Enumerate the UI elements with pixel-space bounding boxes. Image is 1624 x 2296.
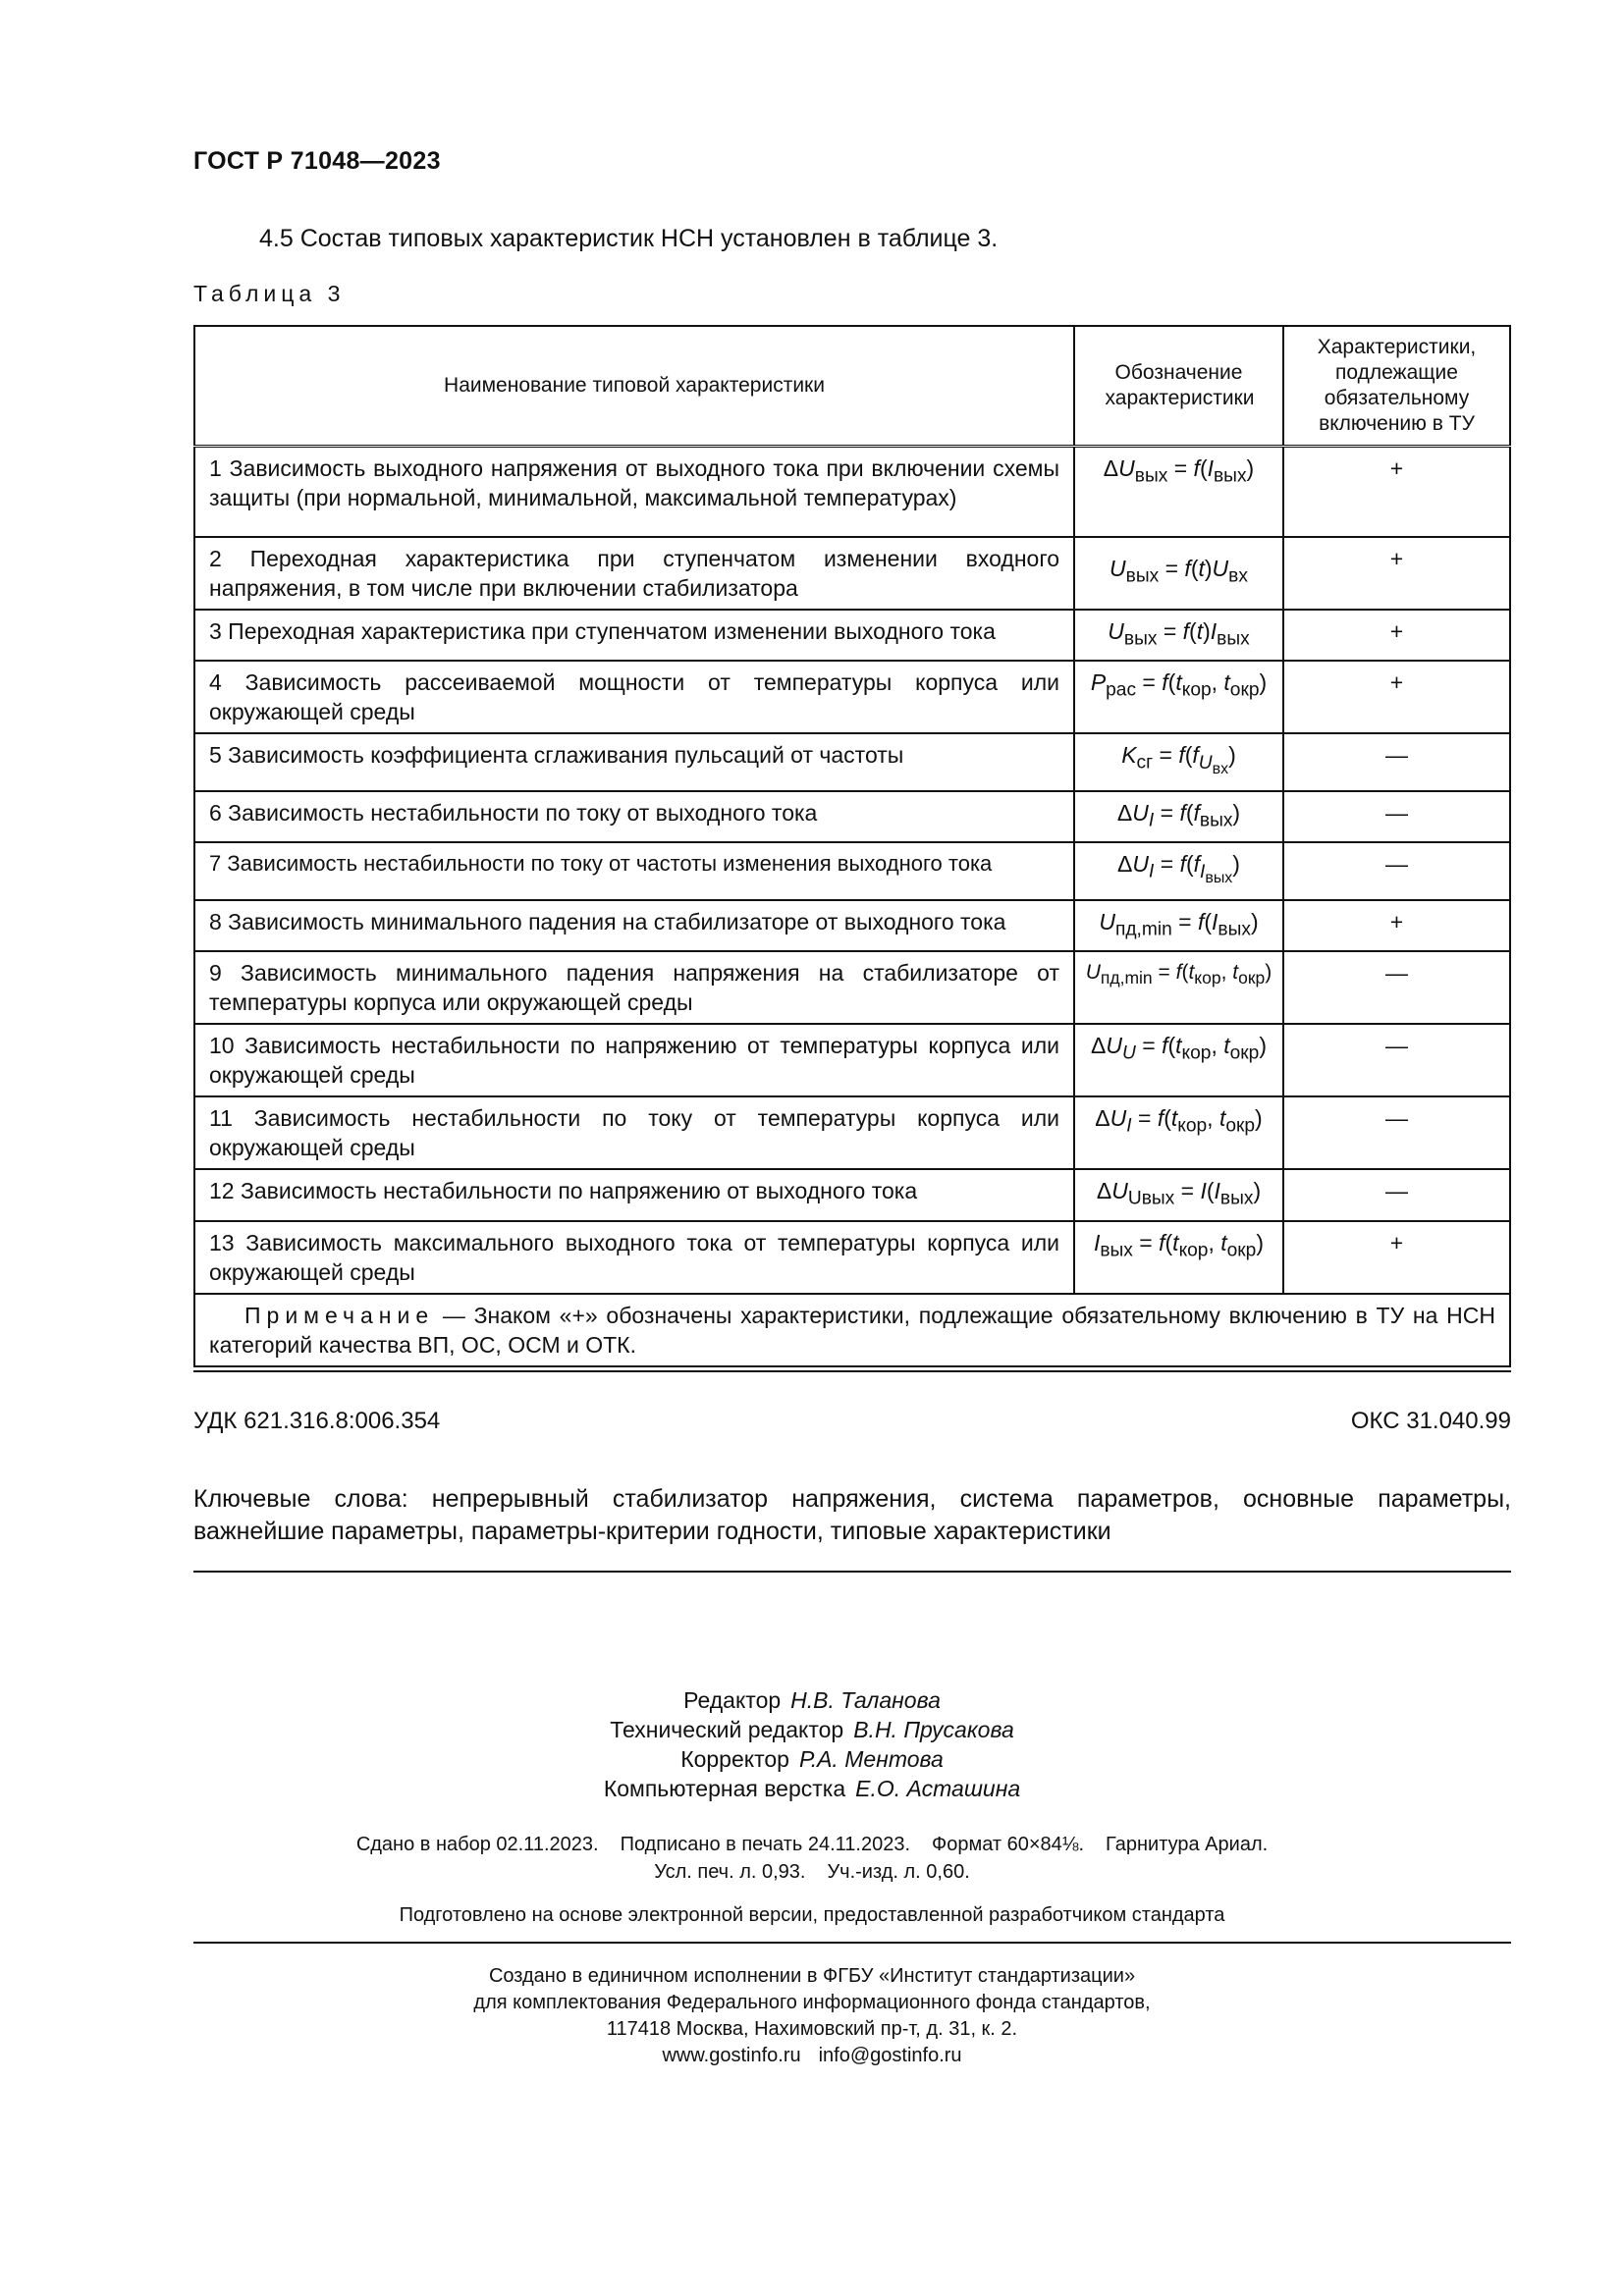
sym-part: U xyxy=(1110,556,1126,582)
table-row xyxy=(194,733,1510,790)
table-row xyxy=(194,447,1510,537)
row-mandatory-flag: + xyxy=(1283,447,1510,537)
sym-part: вых xyxy=(1123,628,1158,650)
sym-part: = xyxy=(1174,1178,1201,1204)
sym-part: f xyxy=(1179,851,1186,878)
sym-part: , xyxy=(1208,1229,1221,1255)
row-mandatory-flag: — xyxy=(1283,951,1510,1024)
sym-part: I xyxy=(1200,1178,1207,1204)
table-row xyxy=(194,951,1510,1024)
note-text: — Знаком «+» обозначены характеристики, подлежащие обязательному включению в ТУ на НСН категорий качества ВП, ОС, ОСМ и ОТК. xyxy=(209,1302,1495,1358)
sym-part: f xyxy=(1192,742,1199,769)
row-name: 11 Зависимость нестабильности по току от температуры корпуса или окружающей среды xyxy=(194,1096,1074,1169)
row-symbol xyxy=(1074,900,1283,952)
credit-name: В.Н. Прусакова xyxy=(853,1717,1014,1742)
column-header-name: Наименование типовой характеристики xyxy=(194,326,1074,447)
sym-part: , xyxy=(1211,1033,1224,1059)
row-mandatory-flag: + xyxy=(1283,610,1510,662)
table-row xyxy=(194,791,1510,843)
sym-part: вых xyxy=(1219,1188,1254,1209)
sym-part: K xyxy=(1121,742,1137,769)
sym-part: кор xyxy=(1194,968,1221,988)
sym-part: кор xyxy=(1177,1115,1208,1137)
sym-part: f xyxy=(1162,669,1168,696)
sym-part: рас xyxy=(1106,679,1137,701)
sym-part: I xyxy=(1200,861,1206,882)
sym-part: = xyxy=(1153,742,1179,769)
table-row xyxy=(194,1221,1510,1294)
sym-part: = xyxy=(1159,556,1185,582)
sym-part: U xyxy=(1212,556,1229,582)
sym-part: P xyxy=(1090,669,1107,696)
credit-role: Компьютерная верстка xyxy=(603,1776,846,1801)
sym-part: f xyxy=(1193,455,1200,481)
credit-name: Е.О. Асташина xyxy=(855,1776,1021,1801)
sym-part: ( xyxy=(1185,851,1194,878)
row-name: 5 Зависимость коэффициента сглаживания пульсаций от частоты xyxy=(194,733,1074,790)
sym-part: вх xyxy=(1228,565,1248,587)
table-row xyxy=(194,1096,1510,1169)
sym-part: ( xyxy=(1199,455,1208,481)
sym-part: = xyxy=(1171,908,1198,934)
sym-part: кор xyxy=(1181,679,1212,701)
sym-part: Δ xyxy=(1103,455,1119,481)
credit-line xyxy=(0,1774,1624,1803)
row-symbol xyxy=(1074,733,1283,790)
sym-part: вых xyxy=(1214,465,1247,487)
characteristics-table xyxy=(193,325,1511,1367)
table-row xyxy=(194,900,1510,952)
section-divider xyxy=(193,1571,1511,1573)
table-header-row xyxy=(194,326,1510,447)
sym-part: U xyxy=(1085,961,1101,985)
sym-part: = xyxy=(1157,617,1183,644)
column-header-symbol xyxy=(1074,326,1283,447)
sym-part: ) xyxy=(1204,556,1213,582)
sym-part: ) xyxy=(1259,669,1268,696)
sym-part: пд,min xyxy=(1100,968,1153,988)
row-symbol xyxy=(1074,1024,1283,1096)
credit-line xyxy=(0,1685,1624,1715)
row-name: 9 Зависимость минимального падения напряжения на стабилизаторе от температуры корпуса или окружающей среды xyxy=(194,951,1074,1024)
sym-part: t xyxy=(1170,1105,1178,1132)
sym-part xyxy=(1122,1043,1136,1064)
sym-part: ) xyxy=(1265,961,1272,985)
row-symbol xyxy=(1074,610,1283,662)
sym-part: = xyxy=(1152,961,1176,985)
sym-part: Δ xyxy=(1117,851,1133,878)
sym-part xyxy=(1198,752,1229,777)
sym-part: t xyxy=(1172,1229,1179,1255)
sym-part: I xyxy=(1214,1178,1220,1204)
sym-part: кор xyxy=(1178,1240,1209,1261)
sym-part: f xyxy=(1162,1033,1168,1059)
column-header-mandatory-text: Характеристики, подлежащие обязательному включению в ТУ xyxy=(1317,336,1477,435)
sym-part: вых xyxy=(1199,810,1233,831)
print-submitted: Сдано в набор 02.11.2023. xyxy=(355,1834,599,1855)
sym-part: окр xyxy=(1238,968,1266,988)
publisher-block xyxy=(0,1963,1624,2069)
print-info-line xyxy=(0,1831,1624,1858)
credit-name: Р.А. Ментова xyxy=(798,1746,944,1772)
print-format: Формат 60×84⅛. xyxy=(932,1834,1085,1855)
sym-part: f xyxy=(1157,1105,1164,1132)
sym-part: Δ xyxy=(1091,1033,1107,1059)
sym-part: f xyxy=(1175,961,1182,985)
sym-part: t xyxy=(1175,1033,1182,1059)
sym-part: кор xyxy=(1181,1042,1212,1064)
sym-part: U xyxy=(1111,1178,1128,1204)
row-mandatory-flag: + xyxy=(1283,537,1510,610)
sym-part: окр xyxy=(1229,679,1260,701)
section-divider xyxy=(193,1942,1511,1944)
sym-part: ( xyxy=(1181,961,1189,985)
publisher-site-link[interactable]: www.gostinfo.ru xyxy=(662,2045,801,2066)
sym-part: окр xyxy=(1226,1240,1257,1261)
sym-part: вых xyxy=(1205,869,1233,886)
sym-part: = xyxy=(1135,1033,1163,1059)
sym-part: ) xyxy=(1256,1229,1265,1255)
sym-part: I xyxy=(1210,617,1218,644)
row-symbol xyxy=(1074,951,1283,1024)
row-mandatory-flag: — xyxy=(1283,842,1510,899)
keywords-paragraph: Ключевые слова: непрерывный стабилизатор напряжения, система параметров, основные параметры, важнейшие параметры, параметры-критерии годности, типовые характеристики xyxy=(193,1485,1511,1545)
sym-part: U xyxy=(1106,1033,1123,1059)
sym-part: ( xyxy=(1184,742,1193,769)
sym-part: , xyxy=(1220,961,1233,985)
sym-part: t xyxy=(1175,669,1182,696)
column-header-symbol-text: Обозначение характеристики xyxy=(1105,361,1255,409)
print-signed: Подписано в печать 24.11.2023. xyxy=(620,1834,911,1855)
sym-part: I xyxy=(1093,1229,1101,1255)
sym-part: Δ xyxy=(1096,1178,1112,1204)
row-symbol xyxy=(1074,1096,1283,1169)
row-symbol xyxy=(1074,791,1283,843)
sym-part: t xyxy=(1218,1105,1226,1132)
sym-part: пд,min xyxy=(1115,919,1172,940)
note-label: Примечание xyxy=(244,1302,435,1328)
publisher-email-link[interactable]: info@gostinfo.ru xyxy=(818,2045,962,2066)
row-symbol xyxy=(1074,1169,1283,1221)
sym-part: t xyxy=(1188,961,1195,985)
credit-role: Корректор xyxy=(680,1746,789,1772)
row-symbol xyxy=(1074,537,1283,610)
sym-part: , xyxy=(1211,669,1224,696)
sym-part: ( xyxy=(1204,908,1213,934)
sym-part: = xyxy=(1136,669,1163,696)
credit-role: Технический редактор xyxy=(610,1717,844,1742)
row-name: 6 Зависимость нестабильности по току от выходного тока xyxy=(194,791,1074,843)
table-row xyxy=(194,1024,1510,1096)
sym-part: ( xyxy=(1167,669,1176,696)
sym-part: Uвых xyxy=(1127,1188,1175,1209)
row-mandatory-flag: — xyxy=(1283,1169,1510,1221)
sym-part: = xyxy=(1154,799,1180,826)
sym-part: ( xyxy=(1189,617,1197,644)
sym-part: t xyxy=(1223,669,1230,696)
sym-part: f xyxy=(1184,556,1191,582)
print-edition-sheets: Уч.-изд. л. 0,60. xyxy=(827,1861,970,1883)
row-mandatory-flag: + xyxy=(1283,1221,1510,1294)
sym-part: t xyxy=(1198,556,1205,582)
sym-part: = xyxy=(1132,1229,1160,1255)
row-mandatory-flag: — xyxy=(1283,1096,1510,1169)
sym-part: вых xyxy=(1134,465,1168,487)
sym-part: f xyxy=(1159,1229,1165,1255)
row-name: 10 Зависимость нестабильности по напряжению от температуры корпуса или окружающей среды xyxy=(194,1024,1074,1096)
sym-part: I xyxy=(1207,455,1214,481)
sym-part: t xyxy=(1196,617,1204,644)
row-symbol xyxy=(1074,1221,1283,1294)
sym-part: U xyxy=(1122,1042,1136,1064)
row-mandatory-flag: + xyxy=(1283,900,1510,952)
sym-part: ) xyxy=(1250,908,1259,934)
sym-part: ) xyxy=(1232,851,1240,878)
sym-part: f xyxy=(1182,617,1190,644)
sym-part: f xyxy=(1193,799,1200,826)
row-name: 3 Переходная характеристика при ступенчатом изменении выходного тока xyxy=(194,610,1074,662)
section-divider xyxy=(193,1370,1511,1372)
credit-line xyxy=(0,1715,1624,1744)
sym-part: I xyxy=(1212,908,1218,934)
sym-part: t xyxy=(1232,961,1239,985)
row-symbol xyxy=(1074,842,1283,899)
oks-code: ОКС 31.040.99 xyxy=(1350,1408,1511,1434)
prepared-note: Подготовлено на основе электронной версии, предоставленной разработчиком стандарта xyxy=(399,1904,1225,1926)
credits-block xyxy=(0,1685,1624,1803)
sym-part: ) xyxy=(1259,1033,1267,1059)
publisher-line: Создано в единичном исполнении в ФГБУ «Институт стандартизации» xyxy=(488,1965,1136,1987)
sym-part: I xyxy=(1149,861,1155,882)
sym-part: ( xyxy=(1164,1105,1171,1132)
credit-name: Н.В. Таланова xyxy=(790,1687,941,1713)
sym-part: f xyxy=(1178,742,1185,769)
sym-part: ) xyxy=(1253,1178,1262,1204)
sym-part: сг xyxy=(1136,752,1154,774)
sym-part: ( xyxy=(1164,1229,1173,1255)
table-note-row xyxy=(194,1294,1510,1366)
table-row xyxy=(194,842,1510,899)
sym-part: U xyxy=(1110,1105,1127,1132)
sym-part: U xyxy=(1099,908,1115,934)
sym-part: вх xyxy=(1212,760,1229,777)
publisher-line: для комплектования Федерального информационного фонда стандартов, xyxy=(473,1992,1151,2013)
print-info xyxy=(0,1831,1624,1886)
row-name: 13 Зависимость максимального выходного тока от температуры корпуса или окружающей среды xyxy=(194,1221,1074,1294)
row-name: 7 Зависимость нестабильности по току от частоты изменения выходного тока xyxy=(194,842,1074,899)
sym-part: t xyxy=(1223,1033,1230,1059)
sym-part: вых xyxy=(1125,565,1160,587)
table-note xyxy=(194,1294,1510,1366)
sym-part: ( xyxy=(1185,799,1194,826)
row-name: 2 Переходная характеристика при ступенчатом изменении входного напряжения, в том числе при включении стабилизатора xyxy=(194,537,1074,610)
sym-part: ) xyxy=(1255,1105,1263,1132)
row-mandatory-flag: — xyxy=(1283,791,1510,843)
sym-part: I xyxy=(1126,1115,1132,1137)
row-symbol xyxy=(1074,661,1283,733)
sym-part: U xyxy=(1108,617,1124,644)
sym-part: f xyxy=(1197,908,1205,934)
sym-part: f xyxy=(1193,851,1201,878)
intro-paragraph: 4.5 Состав типовых характеристик НСН установлен в таблице 3. xyxy=(259,225,999,252)
udk-code: УДК 621.316.8:006.354 xyxy=(193,1408,441,1434)
sym-part: = xyxy=(1154,851,1180,878)
sym-part: вых xyxy=(1100,1240,1133,1261)
sym-part: окр xyxy=(1229,1042,1260,1064)
sym-part: U xyxy=(1198,752,1213,774)
row-mandatory-flag: — xyxy=(1283,733,1510,790)
sym-part: , xyxy=(1207,1105,1219,1132)
row-name: 12 Зависимость нестабильности по напряжению от выходного тока xyxy=(194,1169,1074,1221)
row-name: 8 Зависимость минимального падения на стабилизаторе от выходного тока xyxy=(194,900,1074,952)
sym-part: = xyxy=(1131,1105,1158,1132)
sym-part: = xyxy=(1167,455,1194,481)
table-row xyxy=(194,610,1510,662)
publisher-line: 117418 Москва, Нахимовский пр-т, д. 31, к. 2. xyxy=(606,2018,1018,2040)
print-sheets: Усл. печ. л. 0,93. xyxy=(654,1861,806,1883)
table-caption: Таблица 3 xyxy=(193,281,346,306)
print-font: Гарнитура Ариал. xyxy=(1106,1834,1269,1855)
sym-part: U xyxy=(1132,851,1150,878)
table-row xyxy=(194,537,1510,610)
publisher-contacts xyxy=(0,2043,1624,2069)
print-info-line xyxy=(0,1858,1624,1886)
sym-part: t xyxy=(1220,1229,1227,1255)
row-symbol xyxy=(1074,447,1283,537)
column-header-mandatory xyxy=(1283,326,1510,447)
row-name: 4 Зависимость рассеиваемой мощности от температуры корпуса или окружающей среды xyxy=(194,661,1074,733)
row-mandatory-flag: + xyxy=(1283,661,1510,733)
sym-part: ) xyxy=(1246,455,1255,481)
sym-part: ( xyxy=(1206,1178,1215,1204)
sym-part: ) xyxy=(1232,799,1241,826)
sym-part: U xyxy=(1118,455,1135,481)
sym-part: Δ xyxy=(1116,799,1133,826)
sym-part: Δ xyxy=(1095,1105,1110,1132)
sym-part: I xyxy=(1148,810,1155,831)
sym-part: ( xyxy=(1190,556,1199,582)
row-name: 1 Зависимость выходного напряжения от выходного тока при включении схемы защиты (при нормальной, минимальной, максимальной температурах) xyxy=(194,447,1074,537)
row-mandatory-flag: — xyxy=(1283,1024,1510,1096)
sym-part xyxy=(1200,861,1233,886)
sym-part: вых xyxy=(1217,628,1250,650)
sym-part: ) xyxy=(1228,742,1236,769)
sym-part: вых xyxy=(1218,919,1251,940)
table-row xyxy=(194,1169,1510,1221)
standard-id-header: ГОСТ Р 71048—2023 xyxy=(193,147,441,175)
credit-line xyxy=(0,1744,1624,1774)
credit-role: Редактор xyxy=(683,1687,782,1713)
sym-part: окр xyxy=(1225,1115,1256,1137)
sym-part: ( xyxy=(1167,1033,1176,1059)
sym-part: U xyxy=(1132,799,1149,826)
sym-part: ) xyxy=(1203,617,1211,644)
sym-part: f xyxy=(1179,799,1186,826)
table-row xyxy=(194,661,1510,733)
